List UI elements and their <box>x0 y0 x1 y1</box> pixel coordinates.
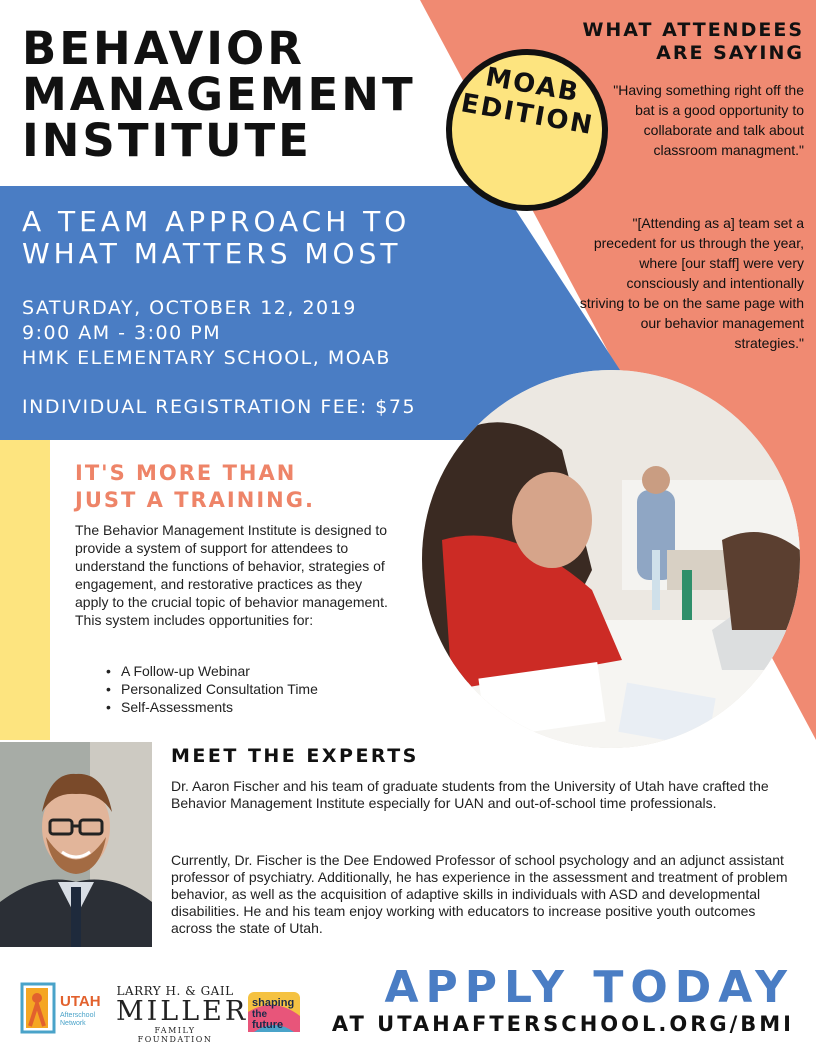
experts-heading: MEET THE EXPERTS <box>171 745 419 767</box>
opportunities-list <box>121 662 318 716</box>
testimonial-quote: "Having something right off the bat is a good opportunity to collaborate and talk about classroom managment." <box>613 82 804 158</box>
event-tagline: A TEAM APPROACH TO WHAT MATTERS MOST <box>22 205 411 270</box>
svg-text:shaping: shaping <box>252 997 295 1009</box>
apply-url-link[interactable]: AT UTAHAFTERSCHOOL.ORG/BMI <box>331 1012 794 1036</box>
event-time: 9:00 AM - 3:00 PM <box>22 322 222 344</box>
accent-bar <box>0 440 50 740</box>
utah-afterschool-network-logo <box>20 980 108 1036</box>
event-location: HMK ELEMENTARY SCHOOL, MOAB <box>22 347 391 369</box>
miller-logo-top: LARRY H. & GAIL <box>116 984 234 998</box>
apply-today-heading: APPLY TODAY <box>384 962 794 1013</box>
about-body: The Behavior Management Institute is designed to provide a system of support for attendees to understand the functions of behavior, strategies of engagement, and restorative practices as they apply to the crucial topic of behavior management. This system includes opportunities for: <box>75 522 388 628</box>
experts-paragraph: Dr. Aaron Fischer and his team of graduate students from the University of Utah have crafted the Behavior Management Institute especially for UAN and out-of-school time professionals. <box>171 778 769 811</box>
testimonial-quote: "[Attending as a] team set a precedent for us through the year, where [our staff] were very consciously and intentionally striving to be on the same page with our behavior management strategies." <box>579 215 804 351</box>
miller-logo-name: MILLER <box>116 996 249 1027</box>
svg-text:Afterschool: Afterschool <box>60 1012 96 1019</box>
shaping-the-future-logo <box>244 982 304 1038</box>
badge-label: MOAB EDITION <box>458 62 597 142</box>
expert-headshot <box>0 742 152 947</box>
svg-text:the: the <box>252 1009 267 1020</box>
svg-text:future: future <box>252 1019 284 1031</box>
about-heading: IT'S MORE THAN JUST A TRAINING. <box>75 461 315 512</box>
registration-fee: INDIVIDUAL REGISTRATION FEE: $75 <box>22 396 417 418</box>
svg-text:Network: Network <box>60 1020 86 1027</box>
miller-foundation-logo <box>116 984 249 1044</box>
list-item: • Personalized Consultation Time <box>121 680 318 698</box>
event-details <box>22 296 391 371</box>
event-date: SATURDAY, OCTOBER 12, 2019 <box>22 297 357 319</box>
uan-logo-text: UTAH <box>60 993 101 1010</box>
experts-paragraph: Currently, Dr. Fischer is the Dee Endowed Professor of school psychology and an adjunct assistant professor of psychiatry. Additionally, he has experience in the assessment and treatment of problem behavior, as well as the acquisition of adaptive skills in individuals with ASD and developmental disabilities. He and his team enjoy working with educators to increase positive youth outcomes across the state of Utah. <box>171 852 788 936</box>
classroom-photo <box>422 370 800 748</box>
testimonials-heading: WHAT ATTENDEES ARE SAYING <box>582 19 804 64</box>
miller-logo-bottom: FAMILY FOUNDATION <box>137 1026 213 1044</box>
list-item: • Self-Assessments <box>121 698 318 716</box>
list-item: • A Follow-up Webinar <box>121 662 318 680</box>
page-title: BEHAVIOR MANAGEMENT INSTITUTE <box>22 22 416 167</box>
